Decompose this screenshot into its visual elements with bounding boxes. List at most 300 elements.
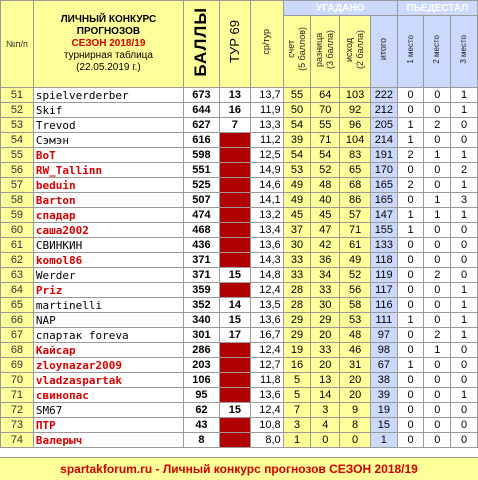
- points-cell: 525: [183, 178, 219, 193]
- second-place-cell: 0: [424, 253, 451, 268]
- goal-diff-cell: 14: [311, 388, 340, 403]
- first-place-cell: 0: [397, 343, 424, 358]
- third-place-cell: 0: [451, 343, 478, 358]
- row-number: 69: [1, 358, 34, 373]
- row-number: 58: [1, 193, 34, 208]
- title-line-1: ЛИЧНЫЙ КОНКУРС: [60, 14, 157, 25]
- second-place-cell: 2: [424, 118, 451, 133]
- first-place-cell: 1: [397, 223, 424, 238]
- first-place-cell: 0: [397, 298, 424, 313]
- avg-per-tour-cell: 14,9: [250, 163, 283, 178]
- total-guessed-cell: 98: [371, 343, 398, 358]
- points-cell: 436: [183, 238, 219, 253]
- guessed-group-header: УГАДАНО: [283, 1, 397, 16]
- participant-name: NAP: [33, 313, 183, 328]
- table-row: [1, 283, 478, 298]
- points-cell: 507: [183, 193, 219, 208]
- third-place-cell: 0: [451, 358, 478, 373]
- avg-per-tour-cell: 13,5: [250, 298, 283, 313]
- first-place-cell: 1: [397, 133, 424, 148]
- outcome-cell: 52: [340, 268, 371, 283]
- table-row: [1, 238, 478, 253]
- outcome-cell: 20: [340, 373, 371, 388]
- goal-diff-cell: 52: [311, 163, 340, 178]
- first-place-cell: 0: [397, 253, 424, 268]
- outcome-cell: 83: [340, 148, 371, 163]
- goal-diff-cell: 30: [311, 298, 340, 313]
- first-place-cell: 0: [397, 163, 424, 178]
- outcome-cell: 56: [340, 283, 371, 298]
- row-number: 71: [1, 388, 34, 403]
- total-guessed-cell: 117: [371, 283, 398, 298]
- outcome-cell: 0: [340, 433, 371, 448]
- outcome-cell: 31: [340, 358, 371, 373]
- goal-diff-cell: 0: [311, 433, 340, 448]
- participant-name: свинопас: [33, 388, 183, 403]
- avg-per-tour-cell: 11,2: [250, 133, 283, 148]
- total-guessed-cell: 116: [371, 298, 398, 313]
- outcome-cell: 58: [340, 298, 371, 313]
- exact-score-cell: 3: [283, 418, 311, 433]
- exact-score-cell: 29: [283, 313, 311, 328]
- outcome-cell: 86: [340, 193, 371, 208]
- table-row: [1, 313, 478, 328]
- third-place-cell: 1: [451, 148, 478, 163]
- total-guessed-cell: 1: [371, 433, 398, 448]
- tour-points-cell: [219, 283, 250, 298]
- points-cell: 598: [183, 148, 219, 163]
- avg-per-tour-cell: 12,5: [250, 148, 283, 163]
- total-guessed-cell: 222: [371, 88, 398, 103]
- table-row: [1, 148, 478, 163]
- tour-points-cell: 15: [219, 268, 250, 283]
- exact-score-cell: 29: [283, 328, 311, 343]
- total-guessed-cell: 39: [371, 388, 398, 403]
- points-cell: 95: [183, 388, 219, 403]
- exact-score-cell: 28: [283, 298, 311, 313]
- third-place-cell: 0: [451, 403, 478, 418]
- participant-name: SM67: [33, 403, 183, 418]
- points-cell: 371: [183, 253, 219, 268]
- first-place-cell: 0: [397, 403, 424, 418]
- outcome-cell: 103: [340, 88, 371, 103]
- table-row: [1, 328, 478, 343]
- points-cell: 468: [183, 223, 219, 238]
- participant-name: vladzaspartak: [33, 373, 183, 388]
- second-place-cell: 0: [424, 433, 451, 448]
- exact-score-cell: 55: [283, 88, 311, 103]
- table-row: [1, 178, 478, 193]
- points-cell: 627: [183, 118, 219, 133]
- row-number: 63: [1, 268, 34, 283]
- goal-diff-cell: 54: [311, 148, 340, 163]
- goal-diff-cell: 71: [311, 133, 340, 148]
- outcome-cell: 68: [340, 178, 371, 193]
- exact-score-cell: 49: [283, 178, 311, 193]
- second-place-cell: 1: [424, 208, 451, 223]
- tour-points-cell: 13: [219, 88, 250, 103]
- outcome-cell: 92: [340, 103, 371, 118]
- table-row: [1, 103, 478, 118]
- tour-points-cell: [219, 343, 250, 358]
- goal-diff-cell: 20: [311, 358, 340, 373]
- table-row: [1, 373, 478, 388]
- row-number: 54: [1, 133, 34, 148]
- third-place-cell: 1: [451, 328, 478, 343]
- second-place-cell: 0: [424, 103, 451, 118]
- table-row: [1, 343, 478, 358]
- second-place-cell: 0: [424, 298, 451, 313]
- exact-score-cell: 33: [283, 268, 311, 283]
- first-place-cell: 0: [397, 88, 424, 103]
- avg-per-tour-cell: 13,2: [250, 208, 283, 223]
- avg-per-tour-cell: 11,8: [250, 373, 283, 388]
- first-place-cell: 1: [397, 208, 424, 223]
- first-place-cell: 0: [397, 103, 424, 118]
- exact-score-cell: 30: [283, 238, 311, 253]
- third-place-cell: 2: [451, 163, 478, 178]
- score-header: счет (5 баллов): [283, 16, 311, 88]
- total-guessed-cell: 191: [371, 148, 398, 163]
- row-number: 61: [1, 238, 34, 253]
- first-place-cell: 2: [397, 178, 424, 193]
- avg-per-tour-cell: 12,7: [250, 358, 283, 373]
- participant-name: martinelli: [33, 298, 183, 313]
- tour-points-cell: [219, 223, 250, 238]
- first-place-cell: 2: [397, 148, 424, 163]
- tour-points-cell: 14: [219, 298, 250, 313]
- third-place-cell: 0: [451, 433, 478, 448]
- third-place-cell: 0: [451, 268, 478, 283]
- goal-diff-cell: 4: [311, 418, 340, 433]
- exact-score-cell: 39: [283, 133, 311, 148]
- participant-name: Werder: [33, 268, 183, 283]
- avg-per-tour-cell: 12,4: [250, 343, 283, 358]
- table-row: [1, 418, 478, 433]
- third-place-cell: 1: [451, 313, 478, 328]
- avg-per-tour-cell: 13,6: [250, 388, 283, 403]
- goal-diff-cell: 36: [311, 253, 340, 268]
- points-cell: 43: [183, 418, 219, 433]
- avg-per-tour-cell: 13,7: [250, 88, 283, 103]
- total-guessed-cell: 15: [371, 418, 398, 433]
- exact-score-cell: 54: [283, 118, 311, 133]
- row-number: 65: [1, 298, 34, 313]
- row-number: 72: [1, 403, 34, 418]
- first-place-cell: 0: [397, 283, 424, 298]
- avg-per-tour-cell: 14,6: [250, 178, 283, 193]
- points-cell: 644: [183, 103, 219, 118]
- first-place-cell: 0: [397, 418, 424, 433]
- exact-score-cell: 5: [283, 373, 311, 388]
- first-place-cell: 0: [397, 238, 424, 253]
- avg-per-tour-cell: 13,3: [250, 118, 283, 133]
- total-guessed-cell: 111: [371, 313, 398, 328]
- total-guessed-cell: 67: [371, 358, 398, 373]
- season-label: СЕЗОН 2018/19: [71, 38, 146, 49]
- goal-diff-cell: 45: [311, 208, 340, 223]
- goal-diff-cell: 70: [311, 103, 340, 118]
- row-number: 66: [1, 313, 34, 328]
- participant-name: zloynazar2009: [33, 358, 183, 373]
- outcome-cell: 46: [340, 343, 371, 358]
- avg-header: ср/тур: [250, 1, 283, 88]
- table-row: [1, 193, 478, 208]
- outcome-cell: 104: [340, 133, 371, 148]
- points-cell: 340: [183, 313, 219, 328]
- goal-diff-cell: 55: [311, 118, 340, 133]
- row-number: 70: [1, 373, 34, 388]
- first-place-cell: 0: [397, 268, 424, 283]
- third-place-cell: 0: [451, 418, 478, 433]
- tour-points-cell: 15: [219, 403, 250, 418]
- second-place-cell: 0: [424, 418, 451, 433]
- table-row: [1, 388, 478, 403]
- exact-score-cell: 5: [283, 388, 311, 403]
- first-place-cell: 0: [397, 193, 424, 208]
- total-guessed-cell: 38: [371, 373, 398, 388]
- outcome-cell: 48: [340, 328, 371, 343]
- third-place-cell: 0: [451, 238, 478, 253]
- points-cell: 616: [183, 133, 219, 148]
- row-number: 74: [1, 433, 34, 448]
- row-number: 64: [1, 283, 34, 298]
- third-place-cell: 1: [451, 283, 478, 298]
- exact-score-cell: 16: [283, 358, 311, 373]
- row-number: 57: [1, 178, 34, 193]
- total-guessed-cell: 165: [371, 193, 398, 208]
- exact-score-cell: 49: [283, 193, 311, 208]
- third-place-cell: 1: [451, 208, 478, 223]
- table-row: [1, 253, 478, 268]
- table-row: [1, 163, 478, 178]
- total-guessed-cell: 170: [371, 163, 398, 178]
- goal-diff-cell: 29: [311, 313, 340, 328]
- table-date: (22.05.2019 г.): [76, 62, 141, 73]
- total-guessed-cell: 97: [371, 328, 398, 343]
- total-guessed-cell: 155: [371, 223, 398, 238]
- place1-header: 1 место: [397, 16, 424, 88]
- second-place-cell: 0: [424, 313, 451, 328]
- tour-points-cell: [219, 208, 250, 223]
- row-number: 62: [1, 253, 34, 268]
- participant-name: komol86: [33, 253, 183, 268]
- participant-name: саша2002: [33, 223, 183, 238]
- tour-points-cell: 7: [219, 118, 250, 133]
- participant-name: spielverderber: [33, 88, 183, 103]
- participant-name: СВИНКИН: [33, 238, 183, 253]
- outcome-cell: 49: [340, 253, 371, 268]
- participant-name: Сэмэн: [33, 133, 183, 148]
- second-place-cell: 0: [424, 88, 451, 103]
- participant-name: Barton: [33, 193, 183, 208]
- avg-per-tour-cell: 14,8: [250, 268, 283, 283]
- avg-per-tour-cell: 8,0: [250, 433, 283, 448]
- avg-per-tour-cell: 13,4: [250, 223, 283, 238]
- tour-points-cell: [219, 433, 250, 448]
- second-place-cell: 0: [424, 223, 451, 238]
- table-row: [1, 358, 478, 373]
- participant-name: beduin: [33, 178, 183, 193]
- third-place-cell: 1: [451, 88, 478, 103]
- third-place-cell: 1: [451, 298, 478, 313]
- outcome-cell: 8: [340, 418, 371, 433]
- exact-score-cell: 7: [283, 403, 311, 418]
- third-place-cell: 0: [451, 118, 478, 133]
- row-number: 73: [1, 418, 34, 433]
- total-guessed-cell: 147: [371, 208, 398, 223]
- points-cell: 371: [183, 268, 219, 283]
- row-number: 51: [1, 88, 34, 103]
- tour-points-cell: [219, 388, 250, 403]
- tour-points-cell: [219, 178, 250, 193]
- tour-points-cell: [219, 193, 250, 208]
- points-cell: 673: [183, 88, 219, 103]
- second-place-cell: 2: [424, 268, 451, 283]
- tour-points-cell: 17: [219, 328, 250, 343]
- second-place-cell: 0: [424, 178, 451, 193]
- points-cell: 301: [183, 328, 219, 343]
- goal-diff-cell: 33: [311, 343, 340, 358]
- participant-name: Валерыч: [33, 433, 183, 448]
- second-place-cell: 0: [424, 373, 451, 388]
- row-number: 67: [1, 328, 34, 343]
- row-number-header: №п/п: [1, 1, 34, 88]
- participant-name: ПТР: [33, 418, 183, 433]
- avg-per-tour-cell: 14,1: [250, 193, 283, 208]
- table-row: [1, 223, 478, 238]
- total-guessed-cell: 205: [371, 118, 398, 133]
- second-place-cell: 0: [424, 283, 451, 298]
- tour-points-cell: [219, 373, 250, 388]
- table-row: [1, 268, 478, 283]
- first-place-cell: 1: [397, 313, 424, 328]
- outcome-cell: 9: [340, 403, 371, 418]
- exact-score-cell: 45: [283, 208, 311, 223]
- participant-name: Trevod: [33, 118, 183, 133]
- standings-rows: [1, 88, 478, 448]
- participant-name: Кайсар: [33, 343, 183, 358]
- tour-points-cell: [219, 133, 250, 148]
- tour-points-cell: 15: [219, 313, 250, 328]
- avg-per-tour-cell: 14,3: [250, 253, 283, 268]
- tour-points-cell: [219, 163, 250, 178]
- total-guessed-cell: 214: [371, 133, 398, 148]
- tour-points-cell: [219, 358, 250, 373]
- row-number: 55: [1, 148, 34, 163]
- second-place-cell: 0: [424, 238, 451, 253]
- row-number: 52: [1, 103, 34, 118]
- first-place-cell: 0: [397, 328, 424, 343]
- participant-name: Skif: [33, 103, 183, 118]
- third-place-cell: 0: [451, 133, 478, 148]
- second-place-cell: 0: [424, 133, 451, 148]
- table-row: [1, 403, 478, 418]
- exact-score-cell: 37: [283, 223, 311, 238]
- exact-score-cell: 33: [283, 253, 311, 268]
- third-place-cell: 1: [451, 388, 478, 403]
- second-place-cell: 1: [424, 343, 451, 358]
- table-row: [1, 208, 478, 223]
- goal-diff-cell: 34: [311, 268, 340, 283]
- total-header: итого: [371, 16, 398, 88]
- participant-name: спадар: [33, 208, 183, 223]
- exact-score-cell: 28: [283, 283, 311, 298]
- table-row: [1, 133, 478, 148]
- avg-per-tour-cell: 13,6: [250, 238, 283, 253]
- total-guessed-cell: 118: [371, 253, 398, 268]
- first-place-cell: 1: [397, 118, 424, 133]
- footer-caption: spartakforum.ru - Личный конкурс прогнозов СЕЗОН 2018/19: [0, 457, 478, 480]
- points-cell: 352: [183, 298, 219, 313]
- table-row: [1, 433, 478, 448]
- third-place-cell: 1: [451, 178, 478, 193]
- outcome-cell: 71: [340, 223, 371, 238]
- first-place-cell: 0: [397, 388, 424, 403]
- total-guessed-cell: 212: [371, 103, 398, 118]
- participant-name: RW_Tallinn: [33, 163, 183, 178]
- avg-per-tour-cell: 16,7: [250, 328, 283, 343]
- participant-name: BoT: [33, 148, 183, 163]
- points-cell: 106: [183, 373, 219, 388]
- points-cell: 551: [183, 163, 219, 178]
- avg-per-tour-cell: 12,4: [250, 403, 283, 418]
- outcome-cell: 53: [340, 313, 371, 328]
- table-row: [1, 88, 478, 103]
- goal-diff-cell: 40: [311, 193, 340, 208]
- total-guessed-cell: 19: [371, 403, 398, 418]
- place2-header: 2 место: [424, 16, 451, 88]
- points-cell: 474: [183, 208, 219, 223]
- third-place-cell: 3: [451, 193, 478, 208]
- goal-diff-cell: 47: [311, 223, 340, 238]
- total-guessed-cell: 119: [371, 268, 398, 283]
- total-guessed-cell: 165: [371, 178, 398, 193]
- avg-per-tour-cell: 10,8: [250, 418, 283, 433]
- participant-name: спартак foreva: [33, 328, 183, 343]
- points-cell: 62: [183, 403, 219, 418]
- goal-diff-cell: 3: [311, 403, 340, 418]
- second-place-cell: 0: [424, 163, 451, 178]
- points-cell: 359: [183, 283, 219, 298]
- avg-per-tour-cell: 11,9: [250, 103, 283, 118]
- points-header: БАЛЛЫ: [183, 1, 219, 88]
- diff-header: разница (3 балла): [311, 16, 340, 88]
- first-place-cell: 0: [397, 433, 424, 448]
- row-number: 60: [1, 223, 34, 238]
- third-place-cell: 0: [451, 373, 478, 388]
- first-place-cell: 1: [397, 358, 424, 373]
- third-place-cell: 0: [451, 223, 478, 238]
- tour-points-cell: [219, 238, 250, 253]
- goal-diff-cell: 42: [311, 238, 340, 253]
- avg-per-tour-cell: 13,6: [250, 313, 283, 328]
- outcome-cell: 20: [340, 388, 371, 403]
- exact-score-cell: 19: [283, 343, 311, 358]
- outcome-cell: 57: [340, 208, 371, 223]
- participant-name: Priz: [33, 283, 183, 298]
- tour-points-cell: [219, 418, 250, 433]
- outcome-cell: 96: [340, 118, 371, 133]
- table-subtitle: турнирная таблица: [63, 50, 153, 61]
- second-place-cell: 0: [424, 388, 451, 403]
- goal-diff-cell: 20: [311, 328, 340, 343]
- podium-group-header: ПЬЕДЕСТАЛ: [397, 1, 477, 16]
- exact-score-cell: 54: [283, 148, 311, 163]
- outcome-header: исход (2 балла): [340, 16, 371, 88]
- goal-diff-cell: 33: [311, 283, 340, 298]
- second-place-cell: 1: [424, 148, 451, 163]
